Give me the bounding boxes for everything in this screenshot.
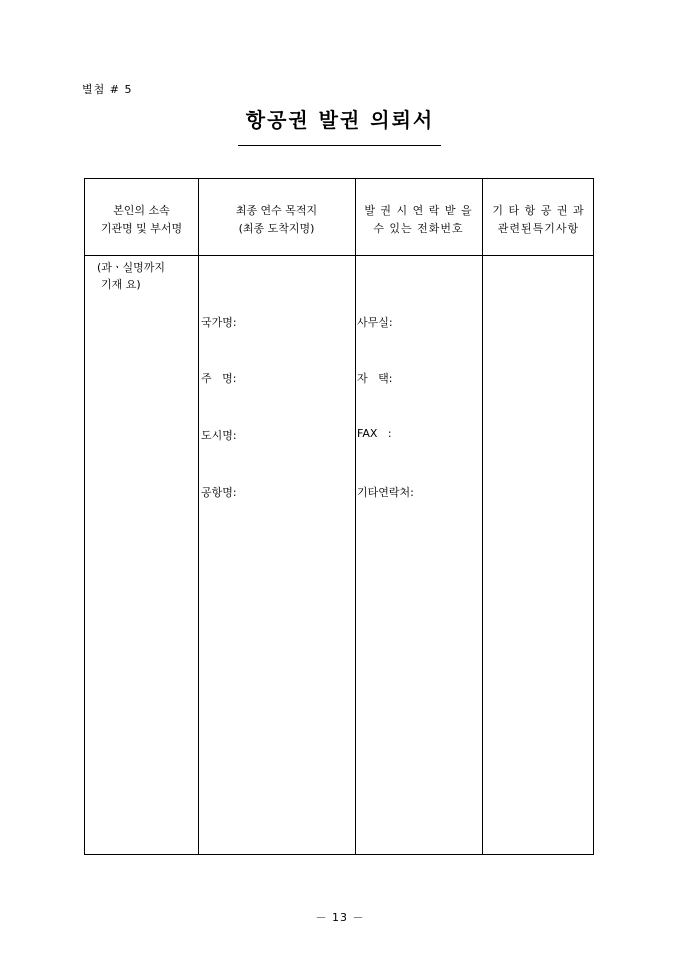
header-line: (최종 도착지명) bbox=[238, 222, 315, 235]
office-phone-field-label: 사무실: bbox=[357, 316, 393, 329]
city-field-label: 도시명: bbox=[201, 429, 237, 442]
header-affiliation bbox=[85, 202, 198, 238]
state-field-label: 주 명: bbox=[201, 372, 237, 385]
header-line: 본인의 소속 bbox=[113, 204, 170, 217]
note-line: (과ㆍ실명까지 bbox=[97, 261, 166, 274]
header-contact-phone bbox=[355, 202, 482, 238]
request-form-table bbox=[84, 178, 594, 855]
header-special-notes bbox=[482, 202, 595, 238]
header-divider bbox=[85, 255, 593, 256]
column-divider bbox=[355, 179, 356, 854]
title-underline bbox=[238, 145, 441, 146]
note-line: 기재 요) bbox=[101, 278, 141, 291]
attachment-label: 별첨 # 5 bbox=[82, 83, 133, 96]
header-line: 기관명 및 부서명 bbox=[100, 222, 183, 235]
header-line: 관련된특기사항 bbox=[497, 222, 580, 235]
header-line: 발 권 시 연 락 받 을 bbox=[364, 204, 473, 217]
fax-field-label: FAX : bbox=[357, 427, 392, 440]
header-line: 수 있는 전화번호 bbox=[373, 222, 464, 235]
header-line: 기 타 항 공 권 과 bbox=[492, 204, 585, 217]
page-number: － 13 － bbox=[315, 911, 365, 924]
other-contact-field-label: 기타연락처: bbox=[357, 486, 414, 499]
column-divider bbox=[482, 179, 483, 854]
header-line: 최종 연수 목적지 bbox=[235, 204, 318, 217]
home-phone-field-label: 자 택: bbox=[357, 372, 393, 385]
header-destination bbox=[198, 202, 355, 238]
column-divider bbox=[198, 179, 199, 854]
country-field-label: 국가명: bbox=[201, 316, 237, 329]
document-title: 항공권 발권 의뢰서 bbox=[245, 108, 435, 132]
affiliation-note bbox=[97, 259, 165, 293]
airport-field-label: 공항명: bbox=[201, 486, 237, 499]
